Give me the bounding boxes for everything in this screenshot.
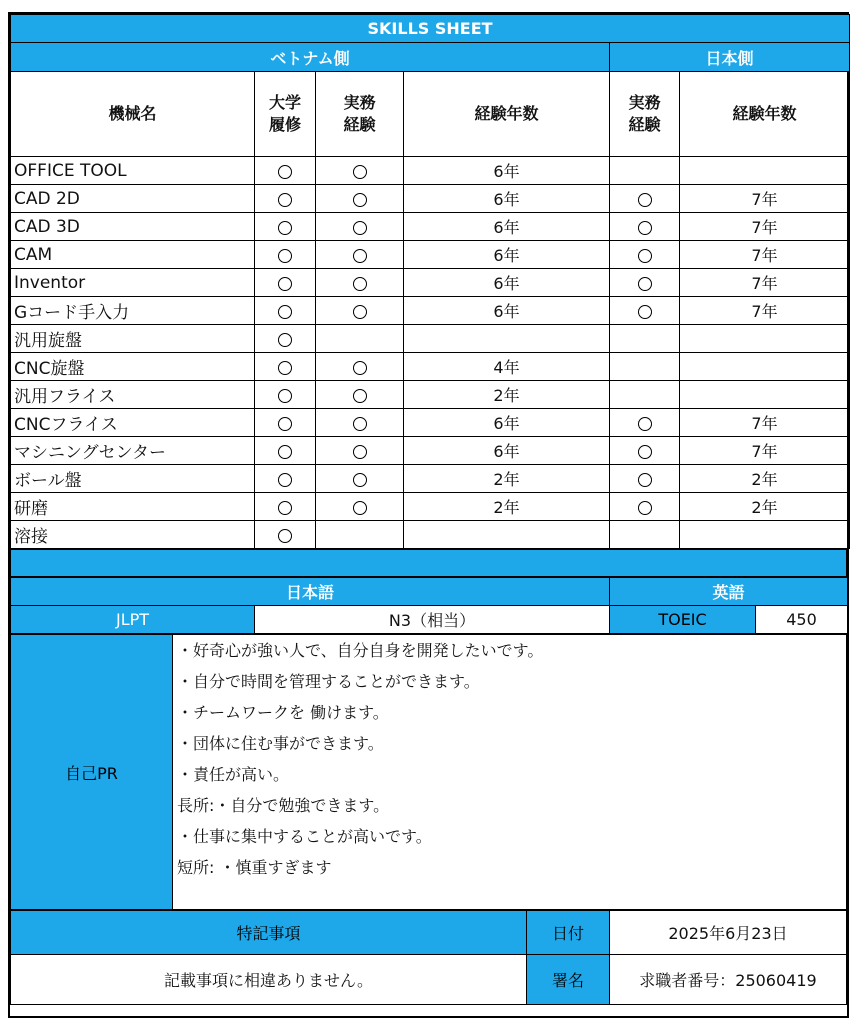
skill-row xyxy=(11,437,850,465)
circle-mark-icon xyxy=(353,221,367,235)
jp-work-experience-cell xyxy=(610,521,680,549)
circle-mark-icon xyxy=(278,417,292,431)
language-table xyxy=(10,577,848,634)
jp-work-experience-cell xyxy=(610,157,680,185)
experience-years-header: 経験年数 xyxy=(404,72,610,157)
university-course-cell xyxy=(255,297,316,325)
experience-years-cell: 2年 xyxy=(404,381,610,409)
circle-mark-icon xyxy=(278,529,292,543)
circle-mark-icon xyxy=(638,417,652,431)
jp-work-experience-cell xyxy=(610,269,680,297)
work-experience-cell xyxy=(316,465,404,493)
circle-mark-icon xyxy=(278,221,292,235)
special-notes-text: 記載事項に相違ありません。 xyxy=(11,955,527,1005)
circle-mark-icon xyxy=(353,165,367,179)
circle-mark-icon xyxy=(278,249,292,263)
experience-years-cell: 6年 xyxy=(404,157,610,185)
circle-mark-icon xyxy=(353,277,367,291)
skill-name: 汎用旋盤 xyxy=(11,325,255,353)
work-experience-cell xyxy=(316,409,404,437)
university-course-cell xyxy=(255,325,316,353)
work-experience-cell xyxy=(316,353,404,381)
experience-years-cell: 2年 xyxy=(404,493,610,521)
circle-mark-icon xyxy=(353,361,367,375)
skill-row xyxy=(11,157,850,185)
pr-line: ・団体に住む事ができます。 xyxy=(177,734,384,753)
jp-work-experience-cell xyxy=(610,325,680,353)
experience-years-cell: 2年 xyxy=(404,465,610,493)
japanese-language-header: 日本語 xyxy=(11,578,610,606)
work-experience-cell xyxy=(316,157,404,185)
jp-experience-years-cell xyxy=(680,353,850,381)
skill-name: 研磨 xyxy=(11,493,255,521)
circle-mark-icon xyxy=(278,305,292,319)
skill-name: Gコード手入力 xyxy=(11,297,255,325)
university-course-cell xyxy=(255,353,316,381)
experience-years-cell: 6年 xyxy=(404,213,610,241)
jp-work-experience-cell xyxy=(610,185,680,213)
work-experience-cell xyxy=(316,241,404,269)
skill-row xyxy=(11,381,850,409)
jlpt-value: N3（相当） xyxy=(255,606,610,634)
circle-mark-icon xyxy=(278,361,292,375)
pr-line: ・チームワークを 働けます。 xyxy=(177,703,389,722)
jp-work-experience-cell xyxy=(610,241,680,269)
self-pr-table xyxy=(10,634,847,910)
self-pr-label: 自己PR xyxy=(11,635,173,910)
jp-work-experience-cell xyxy=(610,437,680,465)
pr-line: 長所:・自分で勉強できます。 xyxy=(177,796,390,815)
experience-years-cell: 6年 xyxy=(404,437,610,465)
work-experience-cell xyxy=(316,493,404,521)
university-course-cell xyxy=(255,521,316,549)
circle-mark-icon xyxy=(278,277,292,291)
pr-line: 短所: ・慎重すぎます xyxy=(177,858,332,877)
university-course-cell xyxy=(255,269,316,297)
circle-mark-icon xyxy=(353,249,367,263)
skill-row xyxy=(11,521,850,549)
circle-mark-icon xyxy=(353,193,367,207)
circle-mark-icon xyxy=(278,389,292,403)
skill-row xyxy=(11,353,850,381)
circle-mark-icon xyxy=(353,473,367,487)
work-experience-cell xyxy=(316,185,404,213)
toeic-value: 450 xyxy=(756,606,848,634)
jp-experience-years-cell xyxy=(680,381,850,409)
jp-experience-years-cell: 7年 xyxy=(680,409,850,437)
skill-name: マシニングセンター xyxy=(11,437,255,465)
circle-mark-icon xyxy=(278,165,292,179)
skill-row xyxy=(11,213,850,241)
experience-years-cell: 6年 xyxy=(404,409,610,437)
jp-experience-years-cell xyxy=(680,157,850,185)
university-course-cell xyxy=(255,409,316,437)
circle-mark-icon xyxy=(353,501,367,515)
skill-row xyxy=(11,297,850,325)
jp-work-experience-cell xyxy=(610,381,680,409)
jp-experience-years-cell: 7年 xyxy=(680,297,850,325)
skill-row xyxy=(11,325,850,353)
university-course-cell xyxy=(255,437,316,465)
circle-mark-icon xyxy=(278,501,292,515)
work-experience-cell xyxy=(316,381,404,409)
skill-name: CAM xyxy=(11,241,255,269)
experience-years-cell xyxy=(404,521,610,549)
sheet-title: SKILLS SHEET xyxy=(11,15,850,43)
work-experience-cell xyxy=(316,437,404,465)
jp-work-experience-cell xyxy=(610,297,680,325)
jp-work-experience-header: 実務 経験 xyxy=(610,72,680,157)
experience-years-cell: 4年 xyxy=(404,353,610,381)
signature-label: 署名 xyxy=(527,955,610,1005)
skill-row xyxy=(11,269,850,297)
jp-experience-years-header: 経験年数 xyxy=(680,72,850,157)
jp-experience-years-cell: 7年 xyxy=(680,269,850,297)
skill-name: CNC旋盤 xyxy=(11,353,255,381)
skill-row xyxy=(11,185,850,213)
circle-mark-icon xyxy=(278,445,292,459)
jp-work-experience-cell xyxy=(610,353,680,381)
jp-work-experience-cell xyxy=(610,409,680,437)
circle-mark-icon xyxy=(638,501,652,515)
circle-mark-icon xyxy=(638,193,652,207)
circle-mark-icon xyxy=(353,445,367,459)
skill-name: OFFICE TOOL xyxy=(11,157,255,185)
pr-line: ・自分で時間を管理することができます。 xyxy=(177,672,480,691)
skill-row xyxy=(11,493,850,521)
jp-experience-years-cell: 7年 xyxy=(680,185,850,213)
pr-line: ・責任が高い。 xyxy=(177,765,290,784)
circle-mark-icon xyxy=(353,305,367,319)
circle-mark-icon xyxy=(638,221,652,235)
pr-line: ・仕事に集中することが高いです。 xyxy=(177,827,432,846)
jp-experience-years-cell: 2年 xyxy=(680,465,850,493)
machine-name-header: 機械名 xyxy=(11,72,255,157)
jp-experience-years-cell: 7年 xyxy=(680,437,850,465)
work-experience-cell xyxy=(316,213,404,241)
spacer-band xyxy=(10,549,847,577)
work-experience-cell xyxy=(316,269,404,297)
jp-experience-years-cell: 2年 xyxy=(680,493,850,521)
work-experience-cell xyxy=(316,297,404,325)
skill-name: 溶接 xyxy=(11,521,255,549)
jlpt-label: JLPT xyxy=(11,606,255,634)
university-course-cell xyxy=(255,493,316,521)
skills-table xyxy=(10,14,850,549)
jp-work-experience-cell xyxy=(610,493,680,521)
date-value: 2025年6月23日 xyxy=(610,911,847,955)
skill-name: CAD 2D xyxy=(11,185,255,213)
jp-work-experience-cell xyxy=(610,213,680,241)
skill-row xyxy=(11,241,850,269)
university-course-header: 大学 履修 xyxy=(255,72,316,157)
spacer-row xyxy=(11,550,847,577)
japan-side-header: 日本側 xyxy=(610,43,850,72)
university-course-cell xyxy=(255,241,316,269)
circle-mark-icon xyxy=(353,389,367,403)
experience-years-cell: 6年 xyxy=(404,269,610,297)
english-language-header: 英語 xyxy=(610,578,848,606)
circle-mark-icon xyxy=(638,305,652,319)
vietnam-side-header: ベトナム側 xyxy=(11,43,610,72)
skill-row xyxy=(11,465,850,493)
university-course-cell xyxy=(255,213,316,241)
circle-mark-icon xyxy=(278,193,292,207)
work-experience-header: 実務 経験 xyxy=(316,72,404,157)
jp-experience-years-cell xyxy=(680,325,850,353)
signature-value: 求職者番号：25060419 xyxy=(610,955,847,1005)
skill-name: 汎用フライス xyxy=(11,381,255,409)
pr-line: ・好奇心が強い人で、自分自身を開発したいです。 xyxy=(177,641,544,660)
skill-name: ボール盤 xyxy=(11,465,255,493)
special-notes-label: 特記事項 xyxy=(11,911,527,955)
work-experience-cell xyxy=(316,521,404,549)
jp-experience-years-cell: 7年 xyxy=(680,241,850,269)
work-experience-cell xyxy=(316,325,404,353)
university-course-cell xyxy=(255,381,316,409)
footer-table xyxy=(10,910,847,1005)
jp-experience-years-cell xyxy=(680,521,850,549)
circle-mark-icon xyxy=(638,473,652,487)
skills-sheet xyxy=(8,12,849,1018)
jp-work-experience-cell xyxy=(610,465,680,493)
university-course-cell xyxy=(255,157,316,185)
experience-years-cell: 6年 xyxy=(404,241,610,269)
circle-mark-icon xyxy=(278,333,292,347)
circle-mark-icon xyxy=(353,417,367,431)
university-course-cell xyxy=(255,185,316,213)
skill-name: CAD 3D xyxy=(11,213,255,241)
toeic-label: TOEIC xyxy=(610,606,756,634)
skill-name: CNCフライス xyxy=(11,409,255,437)
self-pr-content xyxy=(173,635,847,910)
experience-years-cell: 6年 xyxy=(404,297,610,325)
skill-name: Inventor xyxy=(11,269,255,297)
circle-mark-icon xyxy=(638,249,652,263)
experience-years-cell xyxy=(404,325,610,353)
circle-mark-icon xyxy=(638,277,652,291)
circle-mark-icon xyxy=(638,445,652,459)
experience-years-cell: 6年 xyxy=(404,185,610,213)
date-label: 日付 xyxy=(527,911,610,955)
skill-row xyxy=(11,409,850,437)
university-course-cell xyxy=(255,465,316,493)
circle-mark-icon xyxy=(278,473,292,487)
jp-experience-years-cell: 7年 xyxy=(680,213,850,241)
